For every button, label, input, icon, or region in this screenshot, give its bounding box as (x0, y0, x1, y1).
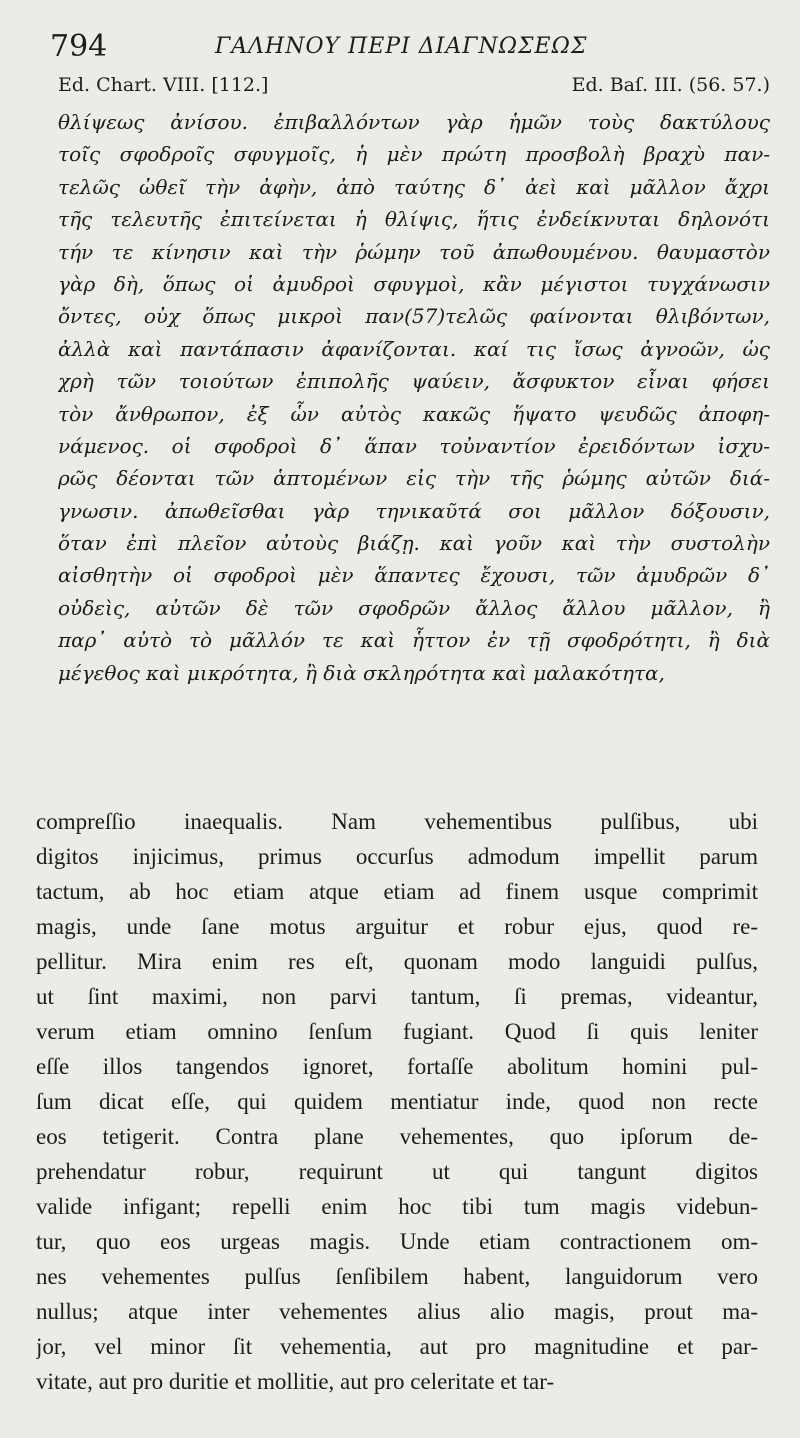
latin-text-line: compreſſio inaequalis. Nam vehementibus pulſibus, ubi (36, 809, 758, 834)
latin-text-line: jor, vel minor ſit vehementia, aut pro magnitudine et par- (36, 1334, 758, 1359)
greek-text-line: τὸν ἄνθρωπον, ἐξ ὧν αὐτὸς κακῶς ἥψατο ψευδῶς ἀποφη- (58, 401, 770, 426)
latin-text-line: valide infigant; repelli enim hoc tibi tum magis videbun- (36, 1194, 758, 1219)
greek-text-line: παρ᾽ αὐτὸ τὸ μᾶλλόν τε καὶ ἧττον ἐν τῇ σφοδρότητι, ἢ διὰ (58, 628, 770, 653)
greek-text-line: αἰσθητὴν οἱ σφοδροὶ μὲν ἅπαντες ἔχουσι, τῶν ἀμυδρῶν δ᾽ (58, 563, 770, 588)
latin-text-line: ſum dicat eſſe, qui quidem mentiatur inde, quod non recte (36, 1089, 758, 1114)
greek-text-line: τοῖς σφοδροῖς σφυγμοῖς, ἡ μὲν πρώτη προσβολὴ βραχὺ παν- (58, 142, 770, 167)
edition-line (58, 74, 770, 102)
page-number: 794 (50, 29, 108, 64)
greek-text-line: οὐδεὶς, αὐτῶν δὲ τῶν σφοδρῶν ἄλλος ἄλλου μᾶλλον, ἢ (58, 595, 770, 620)
latin-text-line: magis, unde ſane motus arguitur et robur ejus, quod re- (36, 914, 758, 939)
greek-text-line: γὰρ δὴ, ὅπως οἱ ἀμυδροὶ σφυγμοὶ, κἂν μέγιστοι τυγχάνωσιν (58, 271, 770, 296)
greek-text-line: μέγεθος καὶ μικρότητα, ἢ διὰ σκληρότητα καὶ μαλακότητα, (58, 660, 665, 685)
latin-text-line: vitate, aut pro duritie et mollitie, aut pro celeritate et tar- (36, 1369, 555, 1394)
latin-text-line: tactum, ab hoc etiam atque etiam ad finem usque comprimit (36, 879, 758, 904)
edition-reference-right: Ed. Baſ. III. (56. 57.) (571, 74, 770, 96)
latin-text-line: pellitur. Mira enim res eſt, quonam modo languidi pulſus, (36, 949, 758, 974)
latin-text-line: tur, quo eos urgeas magis. Unde etiam contractionem om- (36, 1229, 758, 1254)
latin-text-line: eſſe illos tangendos ignoret, fortaſſe abolitum homini pul- (36, 1054, 758, 1079)
greek-text-line: ὄντες, οὐχ ὅπως μικροὶ παν(57)τελῶς φαίνονται θλιβόντων, (58, 304, 770, 329)
latin-text-line: nes vehementes pulſus ſenſibilem habent, languidorum vero (36, 1264, 758, 1289)
greek-text-line: ἀλλὰ καὶ παντάπασιν ἀφανίζονται. καί τις ἴσως ἀγνοῶν, ὡς (58, 336, 770, 361)
greek-text-line: χρὴ τῶν τοιούτων ἐπιπολῆς ψαύειν, ἄσφυκτον εἶναι φήσει (58, 369, 770, 394)
greek-text-line: τῆς τελευτῆς ἐπιτείνεται ἡ θλίψις, ἥτις ἐνδείκνυται δηλονότι (58, 207, 770, 232)
edition-reference-left: Ed. Chart. VIII. [112.] (58, 74, 269, 96)
greek-text-line: ὅταν ἐπὶ πλεῖον αὐτοὺς βιάζῃ. καὶ γοῦν καὶ τὴν συστολὴν (58, 531, 770, 556)
latin-text-line: digitos injicimus, primus occurſus admodum impellit parum (36, 844, 758, 869)
greek-text-line: τήν τε κίνησιν καὶ τὴν ῥώμην τοῦ ἀπωθουμένου. θαυμαστὸν (58, 239, 770, 264)
latin-text-line: verum etiam omnino ſenſum fugiant. Quod ſi quis leniter (36, 1019, 758, 1044)
greek-text-line: ρῶς δέονται τῶν ἁπτομένων εἰς τὴν τῆς ῥώμης αὐτῶν διά- (58, 466, 770, 491)
greek-text-line: νάμενος. οἱ σφοδροὶ δ᾽ ἅπαν τοὐναντίον ἐρειδόντων ἰσχυ- (58, 433, 770, 458)
greek-text-line: γνωσιν. ἀπωθεῖσθαι γὰρ τηνικαῦτά σοι μᾶλλον δόξουσιν, (58, 498, 770, 523)
latin-text-line: ut ſint maximi, non parvi tantum, ſi premas, videantur, (36, 984, 758, 1009)
greek-text-line: τελῶς ὠθεῖ τὴν ἀφὴν, ἀπὸ ταύτης δ᾽ ἀεὶ καὶ μᾶλλον ἄχρι (58, 174, 770, 199)
greek-text-block (58, 106, 770, 689)
running-title: ΓΑΛΗΝΟΥ ΠΕΡΙ ΔΙΑΓΝΩΣΕΩΣ (215, 34, 588, 59)
latin-text-line: nullus; atque inter vehementes alius alio magis, prout ma- (36, 1299, 758, 1324)
greek-text-line: θλίψεως ἀνίσου. ἐπιβαλλόντων γὰρ ἡμῶν τοὺς δακτύλους (58, 110, 770, 134)
latin-text-line: prehendatur robur, requirunt ut qui tangunt digitos (36, 1159, 758, 1184)
latin-text-block (36, 804, 758, 1399)
latin-text-line: eos tetigerit. Contra plane vehementes, quo ipſorum de- (36, 1124, 758, 1149)
